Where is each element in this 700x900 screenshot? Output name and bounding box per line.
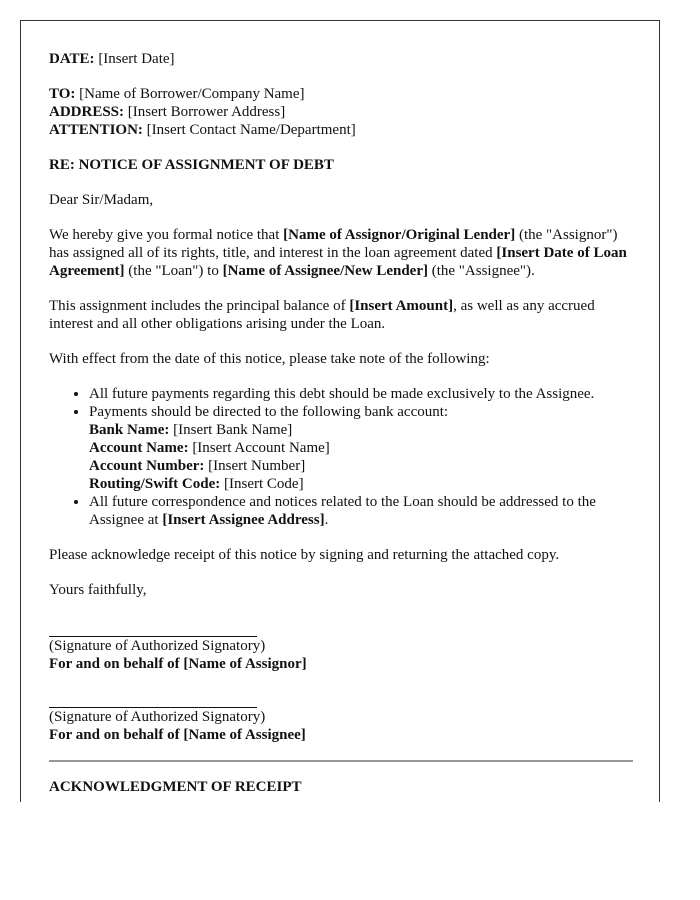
- text: (the "Loan") to: [124, 263, 223, 279]
- text: (the "Assignor") has assigned all of its rights, title, and interest in the loan agreement dated: [49, 227, 618, 261]
- account-name-value: [Insert Account Name]: [188, 440, 330, 456]
- salutation: Dear Sir/Madam,: [49, 192, 154, 208]
- paragraph-principal: [49, 297, 633, 333]
- recipient-block: [49, 85, 633, 139]
- list-item: [89, 403, 633, 493]
- on-behalf-assignor: For and on behalf of [Name of Assignor]: [49, 656, 307, 672]
- paragraph-assignment-notice: [49, 226, 633, 280]
- date-value: [Insert Date]: [98, 51, 175, 67]
- to-label: TO:: [49, 86, 76, 102]
- signature-caption: (Signature of Authorized Signatory): [49, 709, 266, 725]
- text: (the "Assignee").: [427, 263, 535, 279]
- text: .: [324, 512, 329, 528]
- text: This assignment includes the principal balance of: [49, 298, 350, 314]
- amount-placeholder: [Insert Amount]: [349, 298, 454, 314]
- date-line: [49, 50, 633, 68]
- account-number-value: [Insert Number]: [204, 458, 306, 474]
- account-name-label: Account Name:: [89, 440, 189, 456]
- assignee-placeholder: [Name of Assignee/New Lender]: [222, 263, 428, 279]
- section-divider: [49, 760, 633, 762]
- subject-line: RE: NOTICE OF ASSIGNMENT OF DEBT: [49, 157, 334, 173]
- loan-date-placeholder: [Insert Date of Loan Agreement]: [49, 245, 627, 279]
- on-behalf-assignee: For and on behalf of [Name of Assignee]: [49, 727, 306, 743]
- letter-content: [49, 50, 633, 796]
- text: All future correspondence and notices related to the Loan should be addressed to the Assignee at: [89, 494, 596, 528]
- signature-caption: (Signature of Authorized Signatory): [49, 638, 266, 654]
- attention-value: [Insert Contact Name/Department]: [146, 122, 356, 138]
- instructions-list: [49, 385, 633, 529]
- acknowledgment-heading: ACKNOWLEDGMENT OF RECEIPT: [49, 779, 302, 795]
- closing: Yours faithfully,: [49, 582, 147, 598]
- routing-code-value: [Insert Code]: [220, 476, 304, 492]
- bank-name-label: Bank Name:: [89, 422, 170, 438]
- signature-block-assignee: [49, 707, 633, 744]
- text: , as well as any accrued interest and all other obligations arising under the Loan.: [49, 298, 595, 332]
- attention-line: [49, 121, 633, 139]
- text: Payments should be directed to the following bank account:: [89, 404, 449, 420]
- to-line: [49, 85, 633, 103]
- to-value: [Name of Borrower/Company Name]: [79, 86, 305, 102]
- address-label: ADDRESS:: [49, 104, 125, 120]
- address-line: [49, 103, 633, 121]
- assignee-address-placeholder: [Insert Assignee Address]: [162, 512, 325, 528]
- attention-label: ATTENTION:: [49, 122, 143, 138]
- text: We hereby give you formal notice that: [49, 227, 284, 243]
- signature-block-assignor: [49, 636, 633, 673]
- letter-page: [20, 20, 660, 802]
- paragraph-effect: With effect from the date of this notice, please take note of the following:: [49, 351, 490, 367]
- bank-name-value: [Insert Bank Name]: [169, 422, 293, 438]
- routing-code-label: Routing/Swift Code:: [89, 476, 221, 492]
- address-value: [Insert Borrower Address]: [127, 104, 286, 120]
- date-label: DATE:: [49, 51, 95, 67]
- list-item: • All future payments regarding this debt should be made exclusively to the Assignee.: [89, 385, 633, 403]
- account-number-label: Account Number:: [89, 458, 205, 474]
- paragraph-acknowledge: Please acknowledge receipt of this notice by signing and returning the attached copy.: [49, 547, 560, 563]
- assignor-placeholder: [Name of Assignor/Original Lender]: [283, 227, 516, 243]
- list-item: [89, 493, 633, 529]
